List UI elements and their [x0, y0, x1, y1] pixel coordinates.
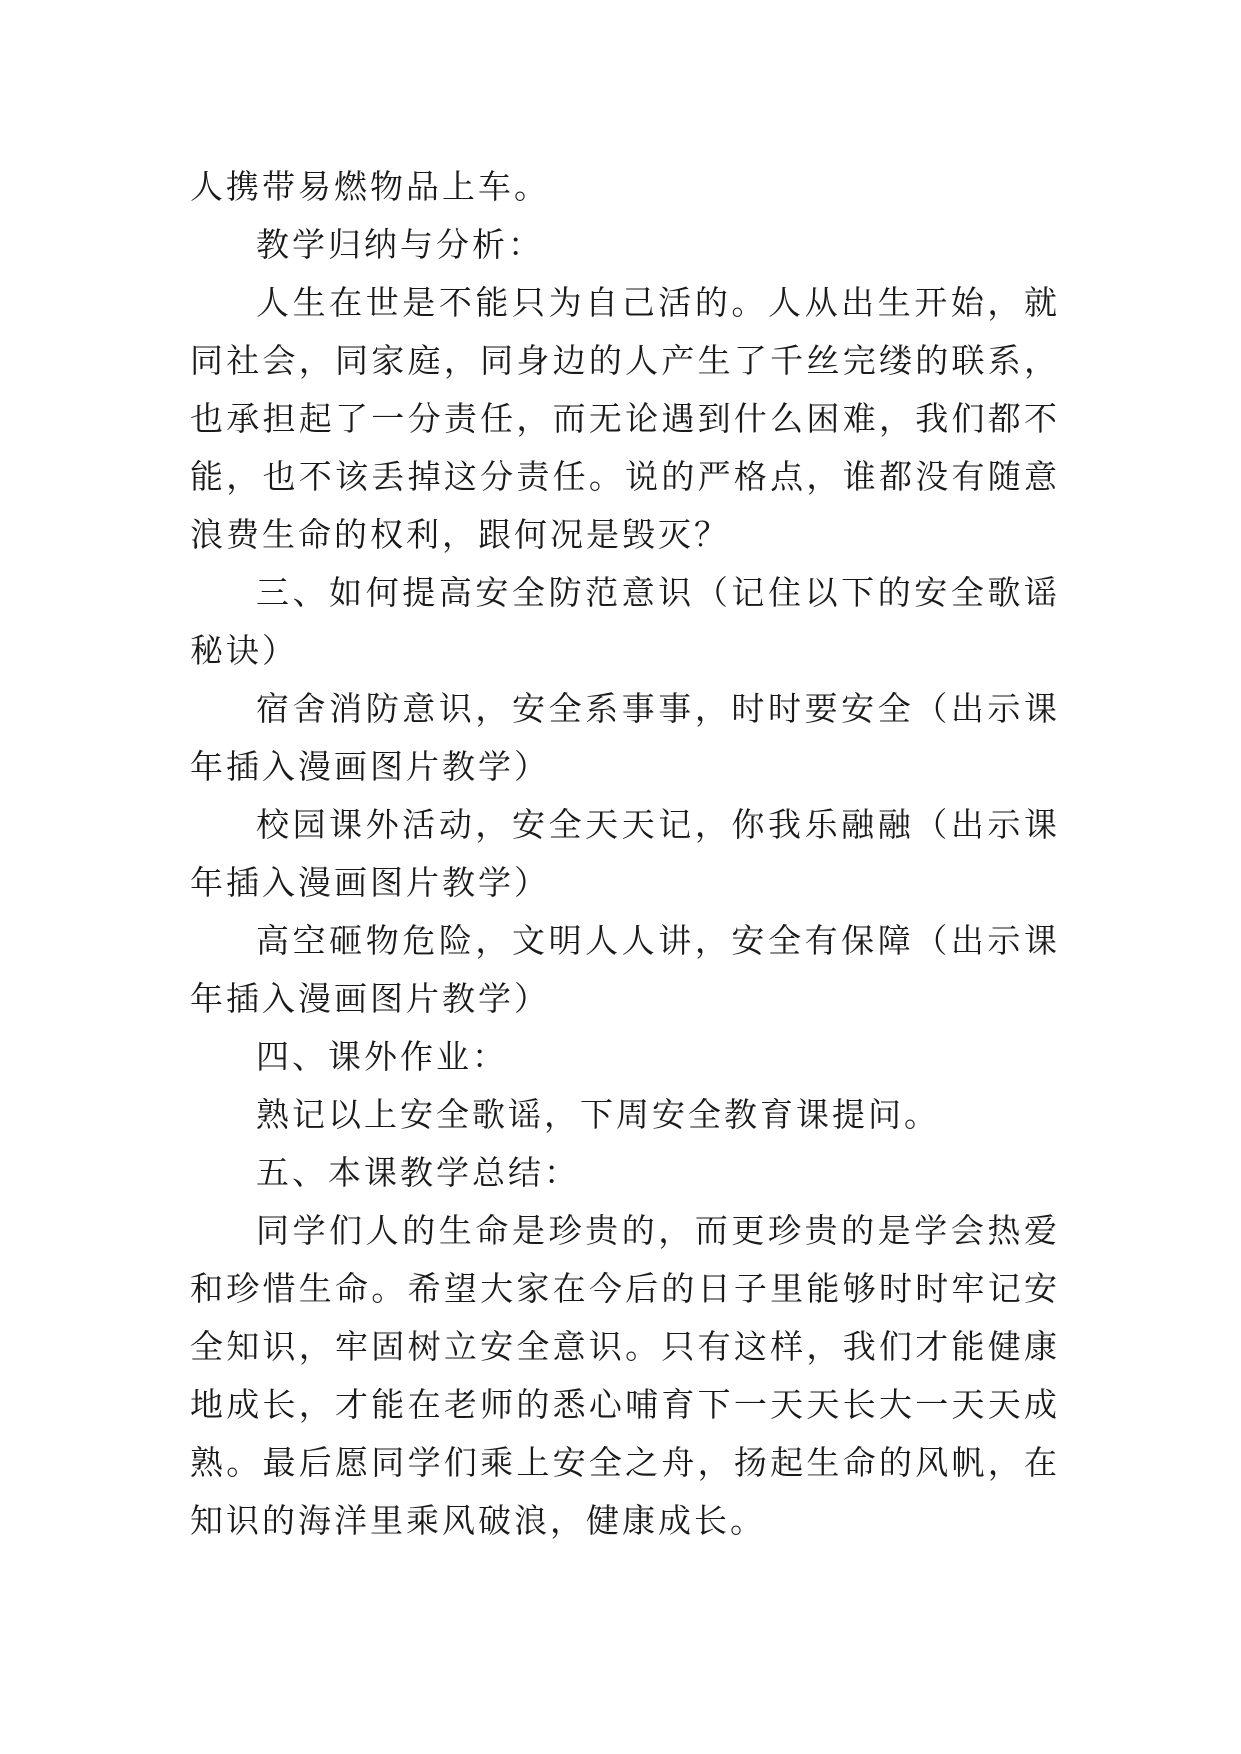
document-body	[190, 158, 1060, 1550]
paragraph-campus-safety: 校园课外活动，安全天天记，你我乐融融（出示课年插入漫画图片教学）	[190, 805, 1060, 902]
paragraph-analysis-body: 人生在世是不能只为自己活的。人从出生开始，就同社会，同家庭，同身边的人产生了千丝完缕的联系，也承担起了一分责任，而无论遇到什么困难，我们都不能，也不该丢掉这分责任。说的严格点，谁都没有随意浪费生命的权利，跟何况是毁灭？	[190, 283, 1060, 554]
section-heading-three: 三、如何提高安全防范意识（记住以下的安全歌谣秘诀）	[190, 573, 1060, 670]
section-heading-five: 五、本课教学总结：	[256, 1153, 580, 1192]
paragraph-continuation: 人携带易燃物品上车。	[190, 167, 550, 206]
section-heading-four: 四、课外作业：	[256, 1037, 508, 1076]
paragraph-analysis-heading: 教学归纳与分析：	[256, 225, 544, 264]
paragraph-homework: 熟记以上安全歌谣，下周安全教育课提问。	[256, 1095, 940, 1134]
paragraph-summary: 同学们人的生命是珍贵的，而更珍贵的是学会热爱和珍惜生命。希望大家在今后的日子里能够时时牢记安全知识，牢固树立安全意识。只有这样，我们才能健康地成长，才能在老师的悉心哺育下一天天长大一天天成熟。最后愿同学们乘上安全之舟，扬起生命的风帆，在知识的海洋里乘风破浪，健康成长。	[190, 1211, 1060, 1540]
paragraph-falling-objects: 高空砸物危险，文明人人讲，安全有保障（出示课年插入漫画图片教学）	[190, 921, 1060, 1018]
paragraph-dorm-safety: 宿舍消防意识，安全系事事，时时要安全（出示课年插入漫画图片教学）	[190, 689, 1060, 786]
